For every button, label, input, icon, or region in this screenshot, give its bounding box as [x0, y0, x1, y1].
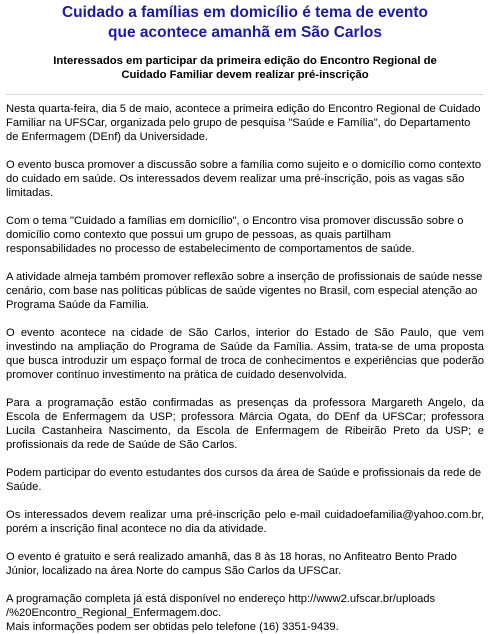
paragraph-purpose: O evento busca promover a discussão sobre a família como sujeito e o domicílio como contexto do cuidado em saúde. Os interessados devem realizar uma pré-inscrição, pois as vagas são limitadas.: [6, 159, 482, 199]
paragraph-audience: Podem participar do evento estudantes dos cursos da área de Saúde e profissionais da rede de Saúde.: [6, 467, 482, 493]
paragraph-registration: Os interessados devem realizar uma pré-inscrição pelo e-mail cuidadoefamilia@yahoo.com.br, porém a inscrição final acontece no dia da atividade.: [6, 509, 484, 535]
subtitle-line-1: Interessados em participar da primeira edição do Encontro Regional de: [53, 55, 437, 67]
paragraph-reflection: A atividade almeja também promover reflexão sobre a inserção de profissionais de saúde nesse cenário, com base nas políticas públicas de saúde vigentes no Brasil, com especial atenção ao Programa Saúde da Família.: [6, 271, 483, 311]
paragraph-theme: Com o tema "Cuidado a famílias em domicílio", o Encontro visa promover discussão sobre o domicílio como contexto que possui um grupo de pessoas, as quais partilham responsabilidades no processo de estabelecimento de comportamentos de saúde.: [6, 215, 464, 255]
closing-line-2: /%20Encontro_Regional_Enfermagem.doc.: [6, 607, 222, 619]
title-line-1: Cuidado a famílias em domicílio é tema de evento: [61, 4, 429, 21]
paragraph-location: O evento acontece na cidade de São Carlos, interior do Estado de São Paulo, que vem investindo na ampliação do Programa de Saúde da Família. Assim, trata-se de uma proposta que busca introduzir um espaço formal de troca de conhecimentos e experiências que poderão promover contínuo investimento na prática de cuidado desenvolvida.: [6, 327, 484, 381]
closing-line-1: A programação completa já está disponível no endereço http://www2.ufscar.br/uploads: [6, 593, 436, 605]
title-line-2: que acontece amanhã em São Carlos: [108, 24, 382, 41]
article-body: [0, 95, 490, 634]
subtitle-line-2: Cuidado Familiar devem realizar pré-inscrição: [121, 69, 369, 81]
paragraph-speakers: Para a programação estão confirmadas as presenças da professora Margareth Angelo, da Escola de Enfermagem da USP; professora Márcia Ogata, do DEnf da UFSCar; professora Lucila Castanheira Nascimento, da Escola de Enfermagem de Ribeirão Preto da USP; e profissionais da rede de Saúde de São Carlos.: [6, 397, 484, 451]
page-title: [0, 0, 490, 43]
paragraph-intro: Nesta quarta-feira, dia 5 de maio, acontece a primeira edição do Encontro Regional de Cuidado Familiar na UFSCar, organizada pelo grupo de pesquisa "Saúde e Família", do Departamento de Enfermagem (DEnf) da Universidade.: [6, 103, 481, 143]
subtitle: [0, 43, 490, 82]
paragraph-venue: O evento é gratuito e será realizado amanhã, das 8 às 18 horas, no Anfiteatro Bento Prado Júnior, localizado na área Norte do campus São Carlos da UFSCar.: [6, 551, 457, 577]
paragraph-closing: [6, 592, 484, 634]
closing-line-3: Mais informações podem ser obtidas pelo telefone (16) 3351-9439.: [6, 621, 339, 633]
